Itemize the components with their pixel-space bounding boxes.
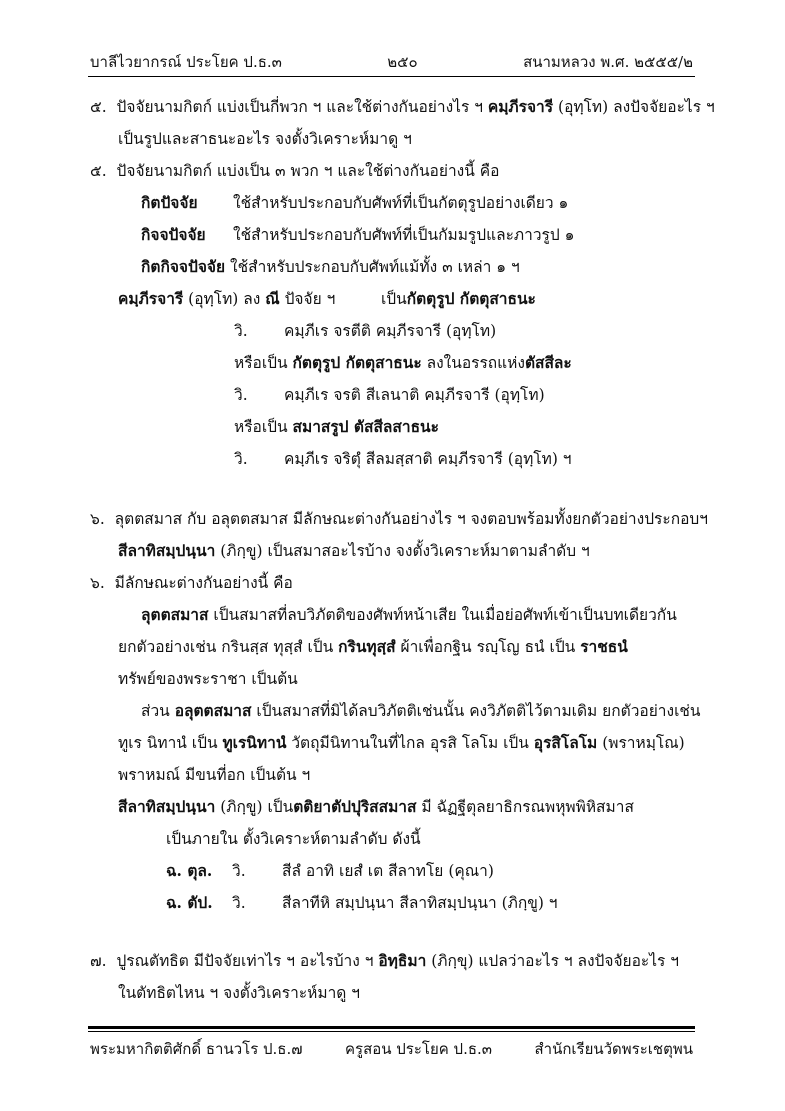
a6-compound-line-1: สีลาทิสมฺปนฺนา (ภิกฺขู) เป็นตติยาตัปปุริสสมาส มี ฉัฏฐีตุลยาธิกรณพหุพพิหิสมาส	[118, 797, 634, 816]
a6-para-2-line-2: ทูเร นิทานํ เป็น ทูเรนิทานํ วัตถุมีนิทานในที่ไกล อุรสิ โลโม เป็น อุรสิโลโม (พราหมฺโณ)	[118, 733, 685, 752]
q7-number: ๗.	[90, 952, 107, 970]
a5-alternative-2: หรือเป็น สมาสรูป ตัสสีลสาธนะ	[234, 417, 439, 436]
a5-type-row: กิจจปัจจัย ใช้สำหรับประกอบกับศัพท์ที่เป็นกัมมรูปและภาวรูป ๑	[141, 225, 575, 244]
q6-line-1: ๖. ลุตตสมาส กับ อลุตตสมาส มีลักษณะต่างกันอย่างไร ฯ จงตอบพร้อมทั้งยกตัวอย่างประกอบฯ	[90, 510, 708, 528]
a5-number: ๕.	[90, 162, 107, 180]
q5-line-2: เป็นรูปและสาธนะอะไร จงตั้งวิเคราะห์มาดู ฯ	[118, 130, 412, 148]
a5-analysis-3: วิ. คมฺภีเร จริตุํ สีลมสฺสาติ คมฺภีรจารี (อุทฺโท) ฯ	[234, 450, 572, 468]
a6-analysis-1: ฉ. ตุล. วิ. สีลํ อาทิ เยสํ เต สีลาทโย (คุณา)	[166, 861, 494, 880]
q7-line-1: ๗. ปูรณตัทธิต มีปัจจัยเท่าไร ฯ อะไรบ้าง ฯ อิทฺธิมา (ภิกฺขุ) แปลว่าอะไร ฯ ลงปัจจัยอะไร ฯ	[90, 951, 680, 970]
a5-example-form: เป็นกัตตุรูป กัตตุสาธนะ	[381, 289, 536, 308]
a6-para-1-line-1: ลุตตสมาส เป็นสมาสที่ลบวิภัตติของศัพท์หน้าเสีย ในเมื่อย่อศัพท์เข้าเป็นบทเดียวกัน	[141, 605, 677, 624]
page-header	[90, 50, 693, 74]
footer-institution: สำนักเรียนวัดพระเชตุพน	[534, 1040, 693, 1058]
footer-author: พระมหากิตติศักดิ์ ธานวโร ป.ธ.๗	[90, 1040, 303, 1058]
q5-number: ๕.	[90, 98, 107, 116]
header-rule	[88, 76, 695, 77]
a6-compound-line-2: เป็นภายใน ตั้งวิเคราะห์ตามลำดับ ดังนี้	[166, 830, 421, 848]
footer-role: ครูสอน ประโยค ป.ธ.๓	[344, 1040, 493, 1058]
header-title: บาลีไวยากรณ์ ประโยค ป.ธ.๓	[90, 53, 282, 71]
q6-number: ๖.	[90, 510, 105, 528]
footer-rule-thick	[88, 1026, 695, 1029]
a6-para-2-line-3: พราหมณ์ มีขนที่อก เป็นต้น ฯ	[118, 766, 311, 784]
q6-line-2: สีลาทิสมฺปนฺนา (ภิกฺขู) เป็นสมาสอะไรบ้าง จงตั้งวิเคราะห์มาตามลำดับ ฯ	[118, 541, 590, 560]
a5-intro: ๕. ปัจจัยนามกิตก์ แบ่งเป็น ๓ พวก ฯ และใช้ต่างกันอย่างนี้ คือ	[90, 162, 500, 180]
page-footer	[90, 1037, 693, 1061]
a6-para-2-line-1: ส่วน อลุตตสมาส เป็นสมาสที่มิได้ลบวิภัตติเช่นนั้น คงวิภัตติไว้ตามเดิม ยกตัวอย่างเช่น	[141, 701, 701, 720]
a6-intro: ๖. มีลักษณะต่างกันอย่างนี้ คือ	[90, 574, 293, 592]
page-number: ๒๕๐	[387, 53, 418, 71]
a5-type-row: กิตกิจจปัจจัย ใช้สำหรับประกอบกับศัพท์แม้ทั้ง ๓ เหล่า ๑ ฯ	[141, 257, 520, 276]
a6-analysis-2: ฉ. ตัป. วิ. สีลาทีหิ สมฺปนฺนา สีลาทิสมฺปนฺนา (ภิกฺขู) ฯ	[166, 893, 558, 912]
a6-number: ๖.	[90, 574, 105, 592]
q5-line-1: ๕. ปัจจัยนามกิตก์ แบ่งเป็นกี่พวก ฯ และใช้ต่างกันอย่างไร ฯ คมฺภีรจารี (อุทฺโท) ลงปัจจัยอะไร ฯ	[90, 97, 715, 116]
footer-rule-thin	[88, 1031, 695, 1032]
a5-type-row: กิตปัจจัย ใช้สำหรับประกอบกับศัพท์ที่เป็นกัตตุรูปอย่างเดียว ๑	[141, 193, 569, 212]
header-exam: สนามหลวง พ.ศ. ๒๕๕๕/๒	[523, 53, 693, 71]
a5-example: คมฺภีรจารี (อุทฺโท) ลง ณี ปัจจัย ฯ	[118, 289, 336, 308]
a5-alternative-1: หรือเป็น กัตตุรูป กัตตุสาธนะ ลงในอรรถแห่งตัสสีละ	[234, 353, 572, 372]
a6-para-1-line-3: ทรัพย์ของพระราชา เป็นต้น	[118, 670, 298, 688]
a5-analysis-2: วิ. คมฺภีเร จรติ สีเลนาติ คมฺภีรจารี (อุทฺโท)	[234, 386, 545, 404]
a5-analysis-1: วิ. คมฺภีเร จรตีติ คมฺภีรจารี (อุทฺโท)	[234, 322, 497, 340]
a6-para-1-line-2: ยกตัวอย่างเช่น กรินสฺส ทุสฺสํ เป็น กรินทุสฺสํ ผ้าเพื่อกฐิน รญฺโญ ธนํ เป็น ราชธนํ	[118, 637, 628, 656]
q7-line-2: ในตัทธิตไหน ฯ จงตั้งวิเคราะห์มาดู ฯ	[118, 984, 360, 1002]
